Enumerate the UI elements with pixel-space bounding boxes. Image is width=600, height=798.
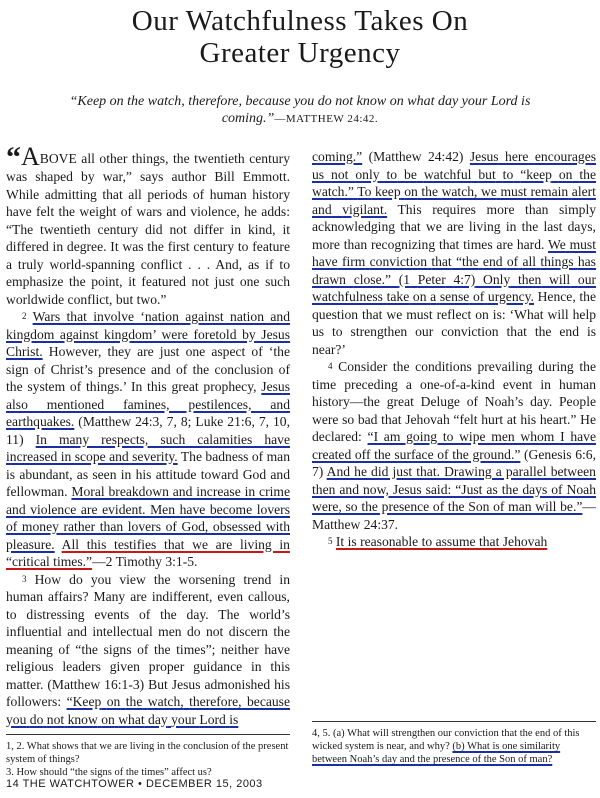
paragraph-3-text: trend bbox=[243, 571, 272, 587]
paragraph-3-text: given bbox=[109, 659, 140, 674]
underlined-text: here bbox=[505, 149, 529, 164]
paragraph-text bbox=[433, 324, 441, 339]
paragraph-text: must bbox=[406, 306, 433, 322]
underlined-text: And he did just that. Drawing a parallel between then and now, Jesus said: “Just as the days of Noah were, so the presence of the Son of man will be.” bbox=[312, 464, 596, 514]
underlined-text: the bbox=[421, 184, 438, 199]
paragraph-text: —Matthew 24:37. bbox=[312, 499, 596, 532]
paragraph-text: our bbox=[415, 324, 434, 339]
paragraph-text: The badness of man is abundant, as seen in his attitude toward God and fellowman. bbox=[6, 449, 290, 499]
underlined-text: Peter bbox=[417, 271, 446, 287]
paragraph-text bbox=[476, 202, 487, 217]
underlined-text: take bbox=[386, 289, 410, 304]
paragraph-text: we bbox=[386, 306, 403, 322]
paragraph-3-text: of bbox=[138, 606, 151, 622]
paragraph-text bbox=[324, 324, 332, 339]
paragraph-text: strengthen bbox=[350, 324, 408, 339]
underlined-question-text: (b) What is one similarity between Noah’s day and the presence of the Son of man? bbox=[312, 741, 561, 765]
theme-quote-source: —MATTHEW 24:42. bbox=[274, 113, 379, 125]
article-title-line-2 bbox=[0, 36, 600, 70]
title-line-2-text: Greater Urgency bbox=[199, 37, 401, 69]
paragraph-text: —2 Timothy 3:1-5. bbox=[92, 554, 198, 569]
underlined-text: to bbox=[502, 166, 514, 182]
underlined-text: watchfulness bbox=[312, 289, 383, 304]
paragraph-3-text bbox=[140, 659, 149, 674]
paragraph-3-text: do bbox=[186, 624, 201, 639]
underlined-text: remain bbox=[530, 184, 569, 199]
paragraph-text: to bbox=[332, 324, 343, 339]
underlined-text: the bbox=[579, 166, 597, 182]
paragraph-text: is bbox=[586, 324, 597, 339]
underlined-text: know bbox=[67, 711, 98, 727]
paragraph-3-text bbox=[129, 607, 139, 622]
underlined-text: (1 bbox=[398, 271, 411, 287]
paragraph-text: last bbox=[543, 219, 563, 234]
paragraph-3-text: guidance bbox=[193, 659, 243, 674]
underlined-text: therefore, bbox=[189, 694, 242, 709]
paragraph-3-text bbox=[239, 607, 249, 622]
underlined-text: our bbox=[577, 271, 597, 287]
underlined-text bbox=[570, 272, 578, 287]
paragraph-3-text: of bbox=[137, 641, 149, 657]
underlined-text bbox=[496, 167, 503, 182]
paragraph-3-text: times”; bbox=[176, 641, 216, 657]
underlined-text: must bbox=[500, 184, 527, 199]
paragraph-text: that bbox=[438, 236, 460, 252]
left-column bbox=[6, 141, 291, 728]
study-questions-divider-right bbox=[312, 721, 596, 722]
paragraph-3-text: world’s bbox=[249, 606, 291, 622]
paragraph-3-text: admonished bbox=[204, 676, 271, 692]
paragraph-3-text: in bbox=[279, 571, 290, 587]
underlined-text: do bbox=[29, 711, 44, 727]
paragraph-3-text bbox=[61, 572, 69, 587]
paragraph-3-text: leaders bbox=[62, 659, 101, 674]
paragraph-3-text: intellectual bbox=[92, 624, 153, 639]
paragraph-3-text: in bbox=[250, 659, 262, 674]
underlined-text: has bbox=[577, 254, 596, 269]
underlined-text bbox=[510, 272, 518, 287]
paragraph-text: conviction bbox=[441, 324, 499, 339]
underlined-text: conviction bbox=[369, 254, 428, 269]
text bbox=[27, 572, 35, 587]
paragraph-text: is: bbox=[492, 306, 506, 322]
underlined-text: all bbox=[522, 254, 537, 269]
underlined-text: drawn bbox=[312, 271, 346, 287]
underlined-text: have bbox=[312, 254, 338, 269]
paragraph-3-text: proper bbox=[148, 659, 185, 674]
paragraph-3-text: meaning bbox=[6, 641, 53, 657]
paragraph-text: that bbox=[362, 306, 383, 322]
paragraph-text: question bbox=[312, 306, 359, 322]
paragraph-text: us bbox=[312, 324, 325, 339]
study-questions-left bbox=[6, 740, 290, 779]
underlined-text: watchful bbox=[423, 166, 472, 182]
paragraph-4-text: Consider the conditions prevailing during the time preceding a one-of-a-kind event in human history—the great Deluge of Noah’s day. People were so bad that Jehovah “felt hurt at his heart.” He declared: bbox=[312, 359, 596, 444]
page-footer: 14 THE WATCHTOWER • DECEMBER 15, 2003 bbox=[6, 778, 263, 790]
underlined-text: close.” bbox=[353, 271, 392, 287]
opening-quote-mark: “ bbox=[6, 141, 21, 174]
paragraph-text: requires bbox=[432, 201, 476, 217]
paragraph-text bbox=[579, 324, 587, 339]
right-column bbox=[312, 148, 596, 551]
underlined-text bbox=[380, 167, 387, 182]
paragraph-number: 2 bbox=[22, 311, 27, 321]
paragraph-text: times bbox=[463, 236, 493, 252]
underlined-text: of bbox=[506, 254, 519, 269]
underlined-text bbox=[541, 272, 549, 287]
paragraph-3-text: influential bbox=[6, 624, 62, 639]
paragraph-3-text: 16:1-3) bbox=[104, 676, 145, 692]
underlined-text: Moral breakdown and increase in crime and violence are evident. Men have become lovers of money rather than lovers of God, obsessed with pleasure. bbox=[6, 484, 291, 552]
paragraph-3-text: of bbox=[58, 641, 70, 657]
underlined-text bbox=[417, 167, 424, 182]
underlined-text: things bbox=[540, 254, 574, 269]
paragraph-3-text: religious bbox=[6, 659, 54, 674]
paragraph-text: end bbox=[559, 324, 580, 339]
paragraph-text bbox=[387, 202, 397, 217]
paragraph-text: 24:42) bbox=[427, 149, 464, 164]
underlined-text: In many respects, such calamities have increased in scope and severity. bbox=[6, 431, 290, 464]
paragraph-text: in bbox=[505, 219, 517, 234]
underlined-text: encourages bbox=[534, 149, 597, 164]
underlined-text bbox=[410, 272, 418, 287]
underlined-text: we bbox=[481, 184, 497, 199]
paragraph-3-text: matter. bbox=[6, 676, 44, 692]
paragraph-3-text: his bbox=[274, 676, 290, 692]
underlined-text: on bbox=[558, 166, 573, 182]
underlined-text: on bbox=[106, 694, 121, 709]
paragraph-3-text bbox=[146, 572, 154, 587]
paragraph-text bbox=[407, 324, 415, 339]
underlined-text: keep bbox=[374, 184, 401, 199]
red-underlined-text: It is reasonable to assume that Jehovah bbox=[335, 534, 548, 549]
paragraph-3-text bbox=[171, 572, 179, 587]
paragraph-3-text bbox=[150, 607, 160, 622]
underlined-text: Jesus also mentioned famines, pestilences, and earthquakes. bbox=[6, 379, 290, 429]
underlined-text: on bbox=[412, 289, 427, 304]
underlined-text: watch, bbox=[441, 184, 478, 199]
paragraph-3-text bbox=[83, 572, 91, 587]
paragraph-3-text: followers: bbox=[6, 694, 62, 709]
theme-quote-text: “Keep on the watch, therefore, because you do not know on what day your Lord is coming.” bbox=[69, 94, 531, 126]
underlined-text: Lord bbox=[199, 711, 226, 727]
underlined-text: “Keep bbox=[66, 694, 102, 709]
paragraph-text bbox=[499, 324, 507, 339]
underlined-text bbox=[346, 272, 354, 287]
paragraph-text bbox=[548, 202, 559, 217]
paragraph-text: on bbox=[475, 306, 489, 322]
paragraph-text: days, bbox=[567, 219, 596, 234]
paragraph-text: Hence, bbox=[537, 289, 576, 304]
underlined-text: end bbox=[482, 254, 503, 269]
underlined-text: Jesus bbox=[469, 149, 499, 164]
paragraph-text: This bbox=[397, 201, 422, 217]
paragraph-3-text: events bbox=[94, 606, 130, 622]
paragraph-3-text: “the bbox=[75, 641, 98, 657]
paragraph-text: recognizing bbox=[370, 236, 436, 252]
underlined-text: must bbox=[569, 236, 596, 252]
underlined-text bbox=[332, 202, 343, 217]
paragraph-3-text: not bbox=[205, 624, 224, 639]
paragraph-text: the bbox=[579, 289, 596, 304]
paragraph-text: than bbox=[525, 201, 549, 217]
underlined-text: to bbox=[386, 166, 398, 182]
paragraph-3-text: the bbox=[153, 641, 171, 657]
underlined-text: not bbox=[46, 711, 65, 727]
underlined-text: To bbox=[357, 184, 372, 199]
article-title-line-1 bbox=[0, 4, 600, 38]
underlined-text: that bbox=[431, 254, 452, 269]
underlined-text: then bbox=[517, 271, 542, 287]
underlined-text: us bbox=[312, 166, 325, 182]
paragraph-text: near?’ bbox=[312, 341, 346, 357]
paragraph-3-text: are bbox=[130, 589, 147, 604]
underlined-text: vigilant. bbox=[342, 201, 388, 217]
paragraph-3-text: to bbox=[6, 606, 17, 622]
paragraph-3 bbox=[6, 571, 290, 729]
underlined-text: what bbox=[118, 711, 145, 727]
paragraph-3-text: The bbox=[218, 606, 240, 622]
paragraph-text: living bbox=[468, 219, 501, 234]
underlined-text bbox=[475, 272, 483, 287]
paragraph-3-text: view bbox=[119, 571, 146, 587]
paragraph-text: simply bbox=[559, 201, 597, 217]
underlined-text bbox=[324, 167, 331, 182]
paragraph-3-text: even bbox=[217, 589, 244, 604]
underlined-text: only bbox=[355, 166, 380, 182]
paragraph-5 bbox=[312, 533, 596, 551]
underlined-text: “keep bbox=[520, 166, 552, 182]
underlined-text: not bbox=[331, 166, 349, 182]
underlined-text: Only bbox=[483, 271, 511, 287]
paragraph-3-text: and bbox=[67, 624, 87, 639]
study-question bbox=[312, 727, 596, 766]
theme-scripture bbox=[40, 93, 560, 128]
paragraph-3-text bbox=[85, 607, 95, 622]
underlined-text: sense bbox=[439, 289, 470, 304]
underlined-text: alert bbox=[571, 184, 596, 199]
underlined-text: because bbox=[246, 694, 291, 709]
underlined-text: urgency. bbox=[487, 289, 534, 304]
paragraph-number: 3 bbox=[22, 573, 27, 584]
underlined-text: Wars that involve ‘nation against nation and kingdom against kingdom’ were foretold by Jesus Christ. bbox=[6, 309, 290, 359]
underlined-text: but bbox=[478, 166, 496, 182]
paragraph-text: ‘What bbox=[509, 306, 544, 322]
paragraph-text: will bbox=[547, 306, 569, 322]
underlined-text: of bbox=[472, 289, 485, 304]
underlined-text: watch, bbox=[147, 694, 184, 709]
title-line-1-text: Our Watchfulness Takes On bbox=[131, 5, 469, 37]
paragraph-3-text: the bbox=[153, 571, 171, 587]
underlined-text: “I am going to wipe men whom I have created off the surface of the ground.” bbox=[312, 429, 596, 462]
paragraph-text bbox=[514, 202, 525, 217]
paragraph-1-text: BOVE all other things, the twentieth century was shaped by war,” says author Bill Emmott. While admitting that all periods of human history have felt the weight of wars and violence, he adds: “The twentieth century did not differ in kind, it differed in degree. It was the first century to feature a truly world-spanning conflict . . . And, as if to emphasize the point, it featured not just one such worldwide conflict, but two.” bbox=[6, 151, 290, 307]
paragraph-text: the bbox=[521, 219, 539, 234]
paragraph-text: more bbox=[312, 236, 340, 252]
underlined-text: “the bbox=[455, 254, 479, 269]
paragraph-3-text: worsening bbox=[178, 571, 236, 587]
underlined-text: firm bbox=[341, 254, 366, 269]
underlined-text: is bbox=[229, 711, 239, 727]
paragraph-3-text: signs bbox=[103, 641, 132, 657]
underlined-text: coming.” bbox=[312, 149, 363, 164]
red-underlined-text: All this testifies that we are living in “critical times.” bbox=[6, 536, 290, 569]
study-question: 1, 2. What shows that we are living in the conclusion of the present system of things? bbox=[6, 741, 289, 765]
paragraph-text: we bbox=[425, 219, 442, 234]
paragraph-text bbox=[527, 324, 535, 339]
paragraph-3-text: you bbox=[90, 571, 112, 587]
paragraph-text: acknowledging bbox=[312, 219, 396, 234]
paragraph-3-continued bbox=[312, 148, 596, 358]
paragraph-3-text: this bbox=[270, 659, 291, 674]
underlined-text: on bbox=[101, 711, 115, 727]
paragraph-3-text: have bbox=[264, 641, 290, 657]
paragraph-text bbox=[422, 202, 433, 217]
underlined-text: and bbox=[312, 201, 332, 217]
underlined-text: be bbox=[404, 166, 417, 182]
paragraph-text: than bbox=[343, 236, 368, 252]
paragraph-3-text: Jesus bbox=[171, 676, 201, 692]
paragraph-2 bbox=[6, 308, 290, 571]
paragraph-4 bbox=[312, 358, 596, 533]
underlined-text: will bbox=[549, 271, 571, 287]
underlined-text: you bbox=[6, 711, 27, 727]
paragraph-number: 5 bbox=[328, 536, 333, 546]
paragraph-3-text: indifferent, bbox=[151, 589, 213, 604]
paragraph-3-text: do bbox=[69, 571, 83, 587]
paragraph-3-text: callous, bbox=[248, 589, 290, 604]
paragraph-3-text: Many bbox=[93, 589, 126, 604]
paragraph-text: (Matthew bbox=[368, 149, 422, 164]
paragraph-number: 4 bbox=[328, 361, 333, 371]
paragraph-3-text bbox=[177, 607, 187, 622]
paragraph-3-text: men bbox=[158, 624, 182, 639]
study-questions-right bbox=[312, 727, 596, 766]
paragraph-3-text: the bbox=[160, 606, 177, 622]
study-questions-divider-left bbox=[6, 734, 290, 735]
paragraph-text: (Genesis 6:6, 7) bbox=[312, 446, 596, 479]
paragraph-text: are bbox=[447, 219, 464, 234]
underlined-text: the bbox=[125, 694, 143, 709]
paragraph-text: the bbox=[534, 324, 552, 339]
paragraph-1 bbox=[6, 141, 290, 308]
paragraph-3-text: human bbox=[6, 589, 43, 604]
paragraph-3-text bbox=[242, 659, 251, 674]
paragraph-text: help bbox=[572, 306, 597, 322]
paragraph-text: that bbox=[506, 324, 527, 339]
underlined-text: on bbox=[404, 184, 418, 199]
paragraph-text: are bbox=[496, 236, 514, 252]
paragraph-3-text: neither bbox=[221, 641, 259, 657]
paragraph-3-text: discern bbox=[228, 624, 268, 639]
study-question: 3. How should “the signs of the times” affect us? bbox=[6, 767, 212, 778]
paragraph-3-text: the bbox=[273, 624, 290, 639]
paragraph-3-text bbox=[101, 659, 110, 674]
paragraph-3-text: affairs? bbox=[48, 589, 89, 604]
paragraph-text: reflect bbox=[436, 306, 472, 322]
underlined-text: 4:7) bbox=[453, 271, 476, 287]
paragraph-text: However, they are just one aspect of ‘the sign of Christ’s presence and of the conclusion of the system of things.’ In this great prophecy, bbox=[6, 344, 290, 394]
drop-cap-letter: A bbox=[21, 142, 40, 171]
paragraph-text bbox=[55, 537, 62, 552]
paragraph-text: (Matthew 24:3, 7, 8; Luke 21:6, 7, 10, 11) bbox=[6, 414, 290, 447]
underlined-text: day bbox=[148, 711, 168, 727]
paragraph-text bbox=[343, 324, 351, 339]
paragraph-3-text bbox=[17, 607, 27, 622]
paragraph-3-text: distressing bbox=[26, 606, 85, 622]
paragraph-text: more bbox=[486, 201, 515, 217]
paragraph-text: that bbox=[400, 219, 421, 234]
underlined-text: a bbox=[430, 289, 437, 304]
underlined-text bbox=[391, 272, 399, 287]
paragraph-3-text: How bbox=[34, 571, 62, 587]
underlined-text: your bbox=[171, 711, 197, 727]
underlined-text bbox=[397, 167, 404, 182]
paragraph-text: hard. bbox=[516, 236, 545, 252]
paragraph-3-text bbox=[209, 607, 219, 622]
paragraph-3-text: (Matthew bbox=[47, 676, 101, 692]
underlined-text: We bbox=[547, 236, 566, 252]
study-question-text: 4, 5. (a) What will strengthen our conviction that the end of this wicked system is near, and why? bbox=[312, 728, 580, 752]
underlined-text: watch.” bbox=[312, 184, 354, 199]
paragraph-3-text bbox=[184, 659, 193, 674]
paragraph-3-text: But bbox=[148, 676, 168, 692]
paragraph-3-text: day. bbox=[186, 606, 209, 622]
underlined-text bbox=[552, 167, 559, 182]
